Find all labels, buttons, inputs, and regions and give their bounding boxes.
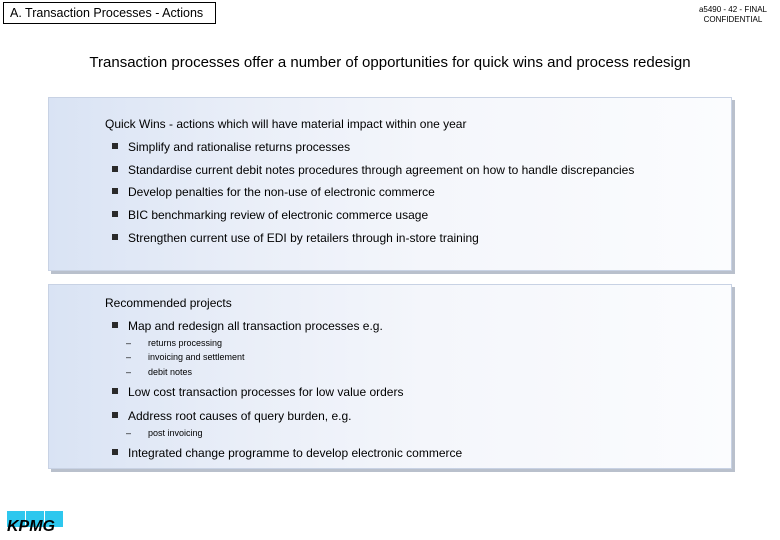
quick-wins-list <box>112 139 634 252</box>
confidentiality-label: CONFIDENTIAL <box>703 15 763 24</box>
sub-list <box>112 426 462 441</box>
recommended-projects-panel <box>48 284 732 469</box>
bullet-icon <box>112 322 118 328</box>
bullet-text: Map and redesign all transaction processes e.g. <box>128 318 383 333</box>
list-item <box>112 384 462 399</box>
list-item <box>112 408 462 440</box>
sub-list-item <box>126 350 462 365</box>
sub-item-text: returns processing <box>148 337 223 348</box>
logo-text: KPMG <box>7 518 55 535</box>
dash-marker: – <box>126 366 132 377</box>
bullet-text: Low cost transaction processes for low value orders <box>128 385 404 400</box>
list-item <box>112 162 634 185</box>
bullet-text: Standardise current debit notes procedures through agreement on how to handle discrepancies <box>128 162 635 177</box>
quick-wins-panel <box>48 97 732 271</box>
dash-marker: – <box>126 427 132 438</box>
bullet-icon <box>112 211 118 217</box>
recommended-projects-title: Recommended projects <box>105 296 232 310</box>
bullet-text: Integrated change programme to develop electronic commerce <box>128 446 463 461</box>
section-tag: A. Transaction Processes - Actions <box>3 2 216 24</box>
dash-marker: – <box>126 337 132 348</box>
bullet-text: BIC benchmarking review of electronic commerce usage <box>128 207 429 222</box>
list-item <box>112 139 634 162</box>
bullet-text: Strengthen current use of EDI by retailers through in-store training <box>128 230 479 245</box>
bullet-icon <box>112 388 118 394</box>
sub-item-text: post invoicing <box>148 427 203 438</box>
bullet-icon <box>112 166 118 172</box>
bullet-icon <box>112 449 118 455</box>
sub-list-item <box>126 336 462 351</box>
bullet-icon <box>112 234 118 240</box>
dash-marker: – <box>126 352 132 363</box>
bullet-text: Simplify and rationalise returns processes <box>128 139 351 154</box>
sub-item-text: debit notes <box>148 366 193 377</box>
bullet-icon <box>112 188 118 194</box>
bullet-icon <box>112 412 118 418</box>
sub-list-item <box>126 426 462 441</box>
sub-list-item <box>126 365 462 380</box>
bullet-text: Develop penalties for the non-use of electronic commerce <box>128 185 435 200</box>
document-reference <box>699 5 767 25</box>
bullet-text: Address root causes of query burden, e.g. <box>128 408 352 423</box>
list-item <box>112 184 634 207</box>
list-item <box>112 207 634 230</box>
document-id: a5490 - 42 - FINAL <box>698 5 767 14</box>
page-headline: Transaction processes offer a number of opportunities for quick wins and process redesign <box>89 54 691 71</box>
sub-item-text: invoicing and settlement <box>148 352 245 363</box>
quick-wins-title: Quick Wins - actions which will have material impact within one year <box>105 117 467 131</box>
recommended-projects-list <box>112 318 462 460</box>
bullet-icon <box>112 143 118 149</box>
list-item <box>112 318 462 379</box>
sub-list <box>112 336 462 380</box>
list-item <box>112 230 634 253</box>
kpmg-logo <box>7 511 65 538</box>
list-item <box>112 445 462 460</box>
